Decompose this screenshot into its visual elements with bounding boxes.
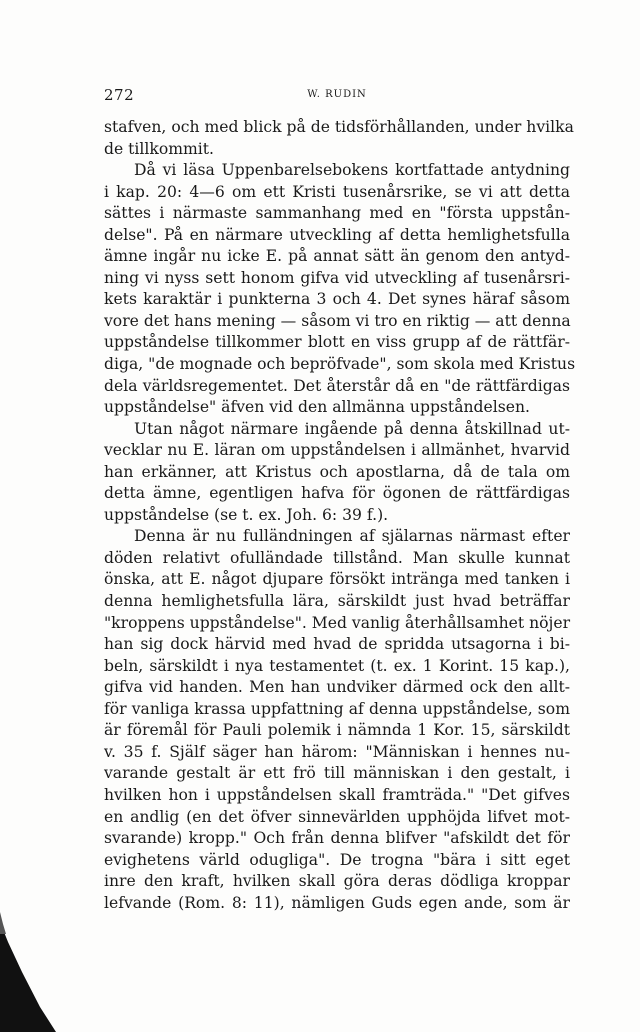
text-line: svarande) kropp." Och från denna blifver "afskildt det för xyxy=(104,829,570,848)
text-line: vecklar nu E. läran om uppståndelsen i allmänhet, hvarvid xyxy=(104,441,570,460)
text-line: ning vi nyss sett honom gifva vid utveckling af tusenårsri- xyxy=(104,268,570,287)
text-line: hvilken hon i uppståndelsen skall framträda." "Det gifves xyxy=(104,785,570,804)
text-line: inre den kraft, hvilken skall göra deras dödliga kroppar xyxy=(104,872,570,891)
text-line: ämne ingår nu icke E. på annat sätt än genom den antyd- xyxy=(104,247,570,266)
text-line: varande gestalt är ett frö till människan i den gestalt, i xyxy=(104,764,570,783)
text-line: evighetens värld odugliga". De trogna "bära i sitt eget xyxy=(104,850,570,869)
text-line: delse". På en närmare utveckling af detta hemlighetsfulla xyxy=(104,225,570,244)
text-line: uppståndelse (se t. ex. Joh. 6: 39 f.). xyxy=(104,505,389,524)
text-line: han sig dock härvid med hvad de spridda utsagorna i bi- xyxy=(104,635,570,654)
text-line: sättes i närmaste sammanhang med en "första uppstån- xyxy=(104,204,570,223)
text-line: uppståndelse" äfven vid den allmänna uppståndelsen. xyxy=(104,398,530,417)
text-line: för vanliga krassa uppfattning af denna uppståndelse, som xyxy=(104,699,570,718)
text-line: diga, "de mognade och bepröfvade", som skola med Kristus xyxy=(104,355,576,374)
text-line: döden relativt ofulländade tillstånd. Man skulle kunnat xyxy=(104,548,570,567)
binding-shadow xyxy=(0,912,60,1032)
text-line: stafven, och med blick på de tidsförhållanden, under hvilka xyxy=(104,118,574,136)
text-line: de tillkommit. xyxy=(104,139,215,158)
text-line: gifva vid handen. Men han undviker därmed ock den allt- xyxy=(104,678,570,697)
text-line: vore det hans mening — såsom vi tro en riktig — att denna xyxy=(104,311,571,330)
text-line: "kroppens uppståndelse". Med vanlig återhållsamhet nöjer xyxy=(104,613,571,632)
page-number: 272 xyxy=(104,86,135,104)
text-line: uppståndelse tillkommer blott en viss grupp af de rättfär- xyxy=(104,333,570,352)
text-line: är föremål för Pauli polemik i nämnda 1 Kor. 15, särskildt xyxy=(104,721,570,740)
text-line: v. 35 f. Själf säger han härom: "Människan i hennes nu- xyxy=(104,742,570,761)
text-line: denna hemlighetsfulla lära, särskildt just hvad beträffar xyxy=(104,592,570,611)
text-line: Då vi läsa Uppenbarelsebokens kortfattade antydning xyxy=(134,161,570,180)
text-line: detta ämne, egentligen hafva för ögonen de rättfärdigas xyxy=(104,484,570,503)
text-line: dela världsregementet. Det återstår då en "de rättfärdigas xyxy=(104,376,570,395)
text-line: Denna är nu fulländningen af själarnas närmast efter xyxy=(134,527,570,546)
text-line: Utan något närmare ingående på denna åtskillnad ut- xyxy=(134,419,570,438)
text-line: beln, särskildt i nya testamentet (t. ex. 1 Korint. 15 kap.), xyxy=(104,656,570,675)
running-head: W. RUDIN xyxy=(307,89,367,100)
text-line: han erkänner, att Kristus och apostlarna, då de tala om xyxy=(104,462,570,481)
body-text xyxy=(104,117,576,914)
text-line: en andlig (en det öfver sinnevärlden upphöjda lifvet mot- xyxy=(104,807,570,826)
text-line: önska, att E. något djupare försökt intränga med tanken i xyxy=(104,570,570,589)
page-header xyxy=(104,86,570,106)
text-line: i kap. 20: 4—6 om ett Kristi tusenårsrike, se vi att detta xyxy=(104,182,570,201)
text-line: lefvande (Rom. 8: 11), nämligen Guds egen ande, som är xyxy=(104,893,570,912)
text-line: kets karaktär i punkterna 3 och 4. Det synes häraf såsom xyxy=(104,290,570,309)
